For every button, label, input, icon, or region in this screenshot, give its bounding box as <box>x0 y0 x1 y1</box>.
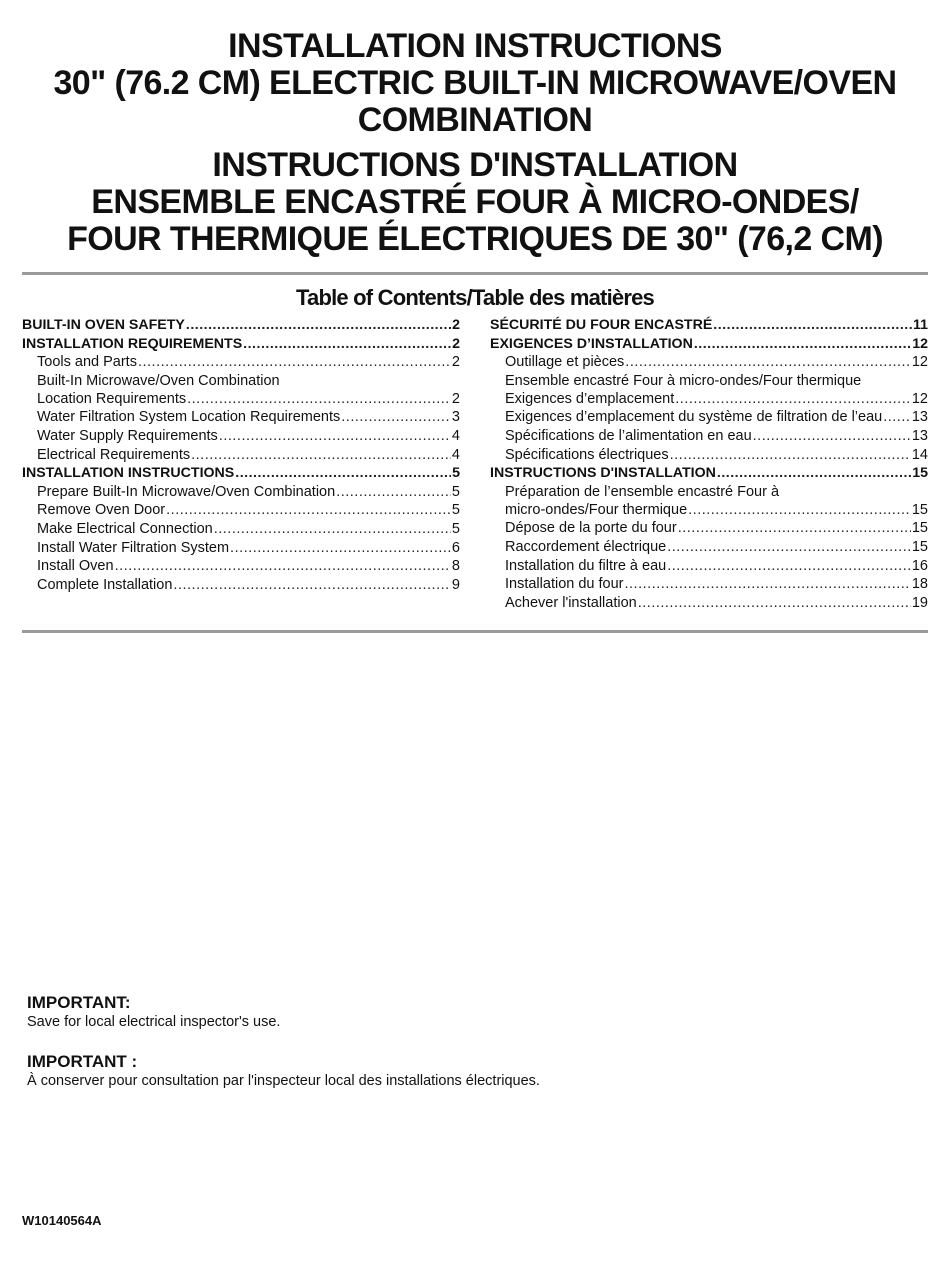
toc-entry[interactable] <box>22 353 460 371</box>
toc-page-number: 5 <box>452 465 460 482</box>
toc-page-number: 18 <box>911 576 928 593</box>
title-fr-line-3: FOUR THERMIQUE ÉLECTRIQUES DE 30" (76,2 CM) <box>67 220 883 258</box>
toc-entry[interactable] <box>22 483 460 501</box>
toc-entry[interactable] <box>490 353 928 371</box>
toc-entry[interactable] <box>22 520 460 538</box>
document-code: W10140564A <box>22 1213 102 1228</box>
dot-leader <box>713 316 912 334</box>
toc-entry-label: Dépose de la porte du four <box>505 520 677 537</box>
toc-page-number: 2 <box>451 390 460 407</box>
toc-page-number: 5 <box>451 520 460 537</box>
dot-leader <box>219 427 451 445</box>
toc-heading: Table of Contents/Table des matières <box>296 285 654 310</box>
toc-entry-label: Exigences d’emplacement <box>505 390 675 407</box>
toc-page-number: 15 <box>911 501 928 518</box>
dot-leader <box>230 539 451 557</box>
toc-entry[interactable] <box>490 538 928 556</box>
dot-leader <box>883 408 911 426</box>
important-notice-en <box>27 993 907 1031</box>
toc-entry-label: Prepare Built-In Microwave/Oven Combination <box>37 483 336 500</box>
toc-page-number: 15 <box>912 465 928 482</box>
toc-page-number: 13 <box>911 409 928 426</box>
dot-leader <box>166 501 451 519</box>
important-notice-fr <box>27 1052 907 1090</box>
toc-entry[interactable] <box>490 335 928 353</box>
dot-leader <box>678 519 911 537</box>
toc-page-number: 4 <box>451 446 460 463</box>
dot-leader <box>341 408 451 426</box>
toc-page-number: 13 <box>911 427 928 444</box>
dot-leader <box>191 446 451 464</box>
toc-page-number: 2 <box>452 335 460 352</box>
toc-page-number: 19 <box>911 594 928 611</box>
toc-entry[interactable] <box>490 408 928 426</box>
toc-entry-label: Complete Installation <box>37 576 173 593</box>
dot-leader <box>675 390 911 408</box>
toc-entry-label: INSTALLATION INSTRUCTIONS <box>22 465 235 482</box>
toc-english-column <box>22 316 460 594</box>
toc-page-number: 5 <box>451 483 460 500</box>
toc-page-number: 16 <box>911 557 928 574</box>
toc-entry-label: SÉCURITÉ DU FOUR ENCASTRÉ <box>490 317 713 333</box>
toc-entry[interactable] <box>490 594 928 612</box>
dot-leader <box>214 520 451 538</box>
dot-leader <box>186 316 451 334</box>
dot-leader <box>336 483 451 501</box>
toc-entry-label: Spécifications de l’alimentation en eau <box>505 427 752 444</box>
toc-page-number: 14 <box>911 446 928 463</box>
toc-entry-label: INSTALLATION REQUIREMENTS <box>22 335 243 352</box>
title-fr-line-2: ENSEMBLE ENCASTRÉ FOUR À MICRO-ONDES/ <box>91 183 859 221</box>
top-divider <box>22 272 928 275</box>
toc-entry-line: Ensemble encastré Four à micro-ondes/Four thermique <box>505 372 862 389</box>
toc-entry-label: Raccordement électrique <box>505 538 667 555</box>
toc-entry[interactable] <box>22 408 460 426</box>
toc-entry-label: Electrical Requirements <box>37 446 191 463</box>
toc-entry-label: Water Filtration System Location Requirements <box>37 409 341 426</box>
toc-entry-label: Install Water Filtration System <box>37 539 230 556</box>
dot-leader <box>638 594 911 612</box>
dot-leader <box>625 575 911 593</box>
toc-entry-label: Install Oven <box>37 558 114 575</box>
toc-page-number: 15 <box>911 520 928 537</box>
bottom-divider <box>22 630 928 633</box>
toc-entry[interactable] <box>490 464 928 482</box>
toc-entry-label: Remove Oven Door <box>37 502 166 519</box>
toc-entry[interactable] <box>22 335 460 353</box>
toc-page-number: 12 <box>911 354 928 371</box>
toc-page-number: 15 <box>911 538 928 555</box>
dot-leader <box>187 390 451 408</box>
dot-leader <box>173 576 451 594</box>
toc-page-number: 2 <box>452 317 460 333</box>
dot-leader <box>670 446 911 464</box>
toc-entry[interactable] <box>22 539 460 557</box>
toc-entry-label: EXIGENCES D’INSTALLATION <box>490 335 693 352</box>
dot-leader <box>235 464 451 482</box>
dot-leader <box>115 557 451 575</box>
title-en-line-1: INSTALLATION INSTRUCTIONS <box>228 27 722 65</box>
toc-entry-label: Installation du filtre à eau <box>505 557 667 574</box>
toc-entry[interactable] <box>490 557 928 575</box>
toc-entry[interactable] <box>22 427 460 445</box>
important-heading-en: IMPORTANT: <box>27 993 131 1012</box>
toc-entry-label: Spécifications électriques <box>505 446 669 463</box>
toc-page-number: 3 <box>451 409 460 426</box>
toc-entry-label: BUILT-IN OVEN SAFETY <box>22 317 185 333</box>
toc-french-column <box>490 316 928 612</box>
toc-entry-label: INSTRUCTIONS D'INSTALLATION <box>490 465 716 482</box>
toc-page-number: 8 <box>451 558 460 575</box>
toc-entry[interactable] <box>22 557 460 575</box>
toc-entry[interactable] <box>490 390 928 408</box>
toc-entry-label: Tools and Parts <box>37 354 137 371</box>
toc-entry[interactable] <box>22 446 460 464</box>
title-en-line-3: COMBINATION <box>357 101 593 139</box>
dot-leader <box>667 557 911 575</box>
toc-entry[interactable] <box>490 427 928 445</box>
toc-page-number: 6 <box>451 539 460 556</box>
dot-leader <box>753 427 911 445</box>
title-fr-line-1: INSTRUCTIONS D'INSTALLATION <box>212 146 738 184</box>
toc-entry-label: Achever l'installation <box>505 594 637 611</box>
important-text-fr: À conserver pour consultation par l'inspecteur local des installations électriques. <box>27 1073 540 1089</box>
important-heading-fr: IMPORTANT : <box>27 1052 138 1071</box>
toc-entry-label: micro-ondes/Four thermique <box>505 501 688 518</box>
toc-page-number: 12 <box>911 390 928 407</box>
toc-entry-label: Installation du four <box>505 576 624 593</box>
toc-entry[interactable] <box>490 316 928 334</box>
toc-entry[interactable] <box>22 464 460 482</box>
toc-entry-label: Location Requirements <box>37 390 187 407</box>
toc-page-number: 4 <box>451 427 460 444</box>
document-title <box>0 0 950 258</box>
toc-page-number: 12 <box>912 335 928 352</box>
toc-entry-line: Built-In Microwave/Oven Combination <box>37 372 280 389</box>
toc-entry[interactable] <box>490 575 928 593</box>
toc-entry-line: Préparation de l’ensemble encastré Four à <box>505 483 780 500</box>
dot-leader <box>625 353 911 371</box>
dot-leader <box>694 335 911 353</box>
important-text-en: Save for local electrical inspector's use. <box>27 1014 281 1030</box>
toc-entry-label: Outillage et pièces <box>505 354 625 371</box>
toc-entry[interactable] <box>22 501 460 519</box>
toc-page-number: 2 <box>451 354 460 371</box>
dot-leader <box>667 538 911 556</box>
toc-page-number: 11 <box>913 317 928 333</box>
toc-entry[interactable] <box>22 390 460 408</box>
toc-entry-label: Make Electrical Connection <box>37 520 213 537</box>
dot-leader <box>717 464 911 482</box>
toc-entry[interactable] <box>490 501 928 519</box>
toc-entry-label: Water Supply Requirements <box>37 427 218 444</box>
dot-leader <box>688 501 911 519</box>
toc-entry[interactable] <box>22 316 460 334</box>
toc-page-number: 5 <box>451 502 460 519</box>
toc-entry-label: Exigences d’emplacement du système de filtration de l’eau <box>505 409 883 426</box>
toc-entry[interactable] <box>490 446 928 464</box>
title-en-line-2: 30" (76.2 CM) ELECTRIC BUILT-IN MICROWAVE/OVEN <box>53 64 897 102</box>
toc-entry[interactable] <box>22 576 460 594</box>
dot-leader <box>138 353 451 371</box>
dot-leader <box>243 335 451 353</box>
toc-entry[interactable] <box>490 519 928 537</box>
toc-page-number: 9 <box>451 576 460 593</box>
